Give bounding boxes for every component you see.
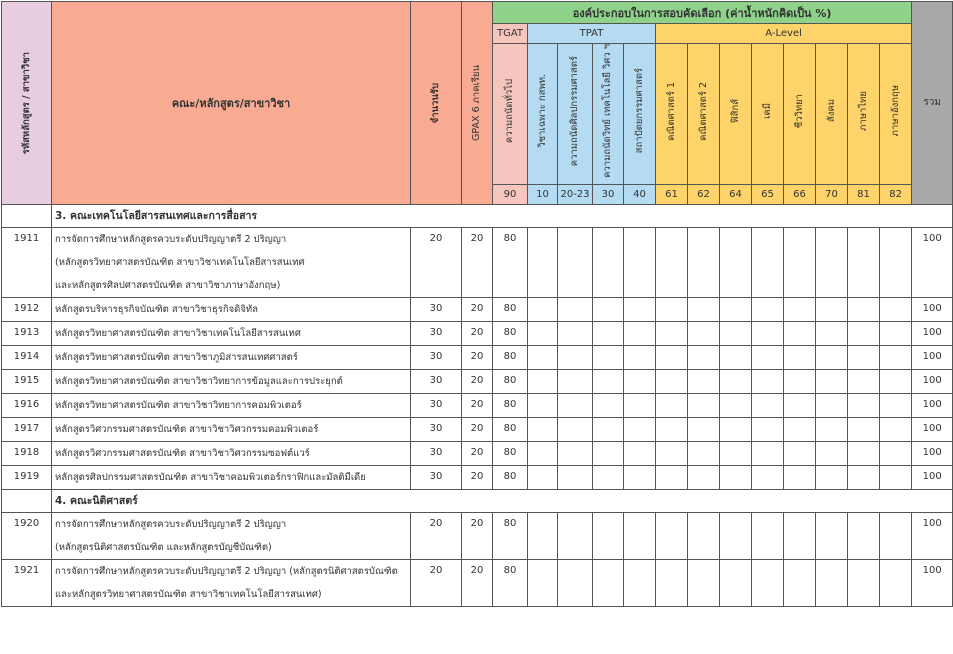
test-code-header: 70 xyxy=(816,184,848,204)
table-row xyxy=(2,297,953,321)
test-name-header: ความถนัดวิทย์ เทคโนโลยี วิศว ฯ xyxy=(593,44,624,185)
tgat-weight: 80 xyxy=(493,321,528,345)
weight-empty xyxy=(752,369,784,393)
weight-empty xyxy=(784,227,816,297)
weight-empty xyxy=(848,369,880,393)
program-name-line: หลักสูตรวิศวกรรมศาสตรบัณฑิต สาขาวิชาวิศวกรรมซอฟต์แวร์ xyxy=(55,447,310,459)
gpax-weight: 20 xyxy=(462,297,493,321)
weight-empty xyxy=(688,512,720,559)
program-code: 1915 xyxy=(2,369,52,393)
table-row xyxy=(2,345,953,369)
program-name xyxy=(52,512,411,559)
test-code-header: 66 xyxy=(784,184,816,204)
program-name xyxy=(52,321,411,345)
weight-empty xyxy=(752,512,784,559)
table-row xyxy=(2,369,953,393)
weight-empty xyxy=(558,417,593,441)
tgat-weight: 80 xyxy=(493,512,528,559)
weight-empty xyxy=(656,417,688,441)
gpax-weight: 20 xyxy=(462,441,493,465)
seats-value: 20 xyxy=(411,512,462,559)
weight-empty xyxy=(688,369,720,393)
weight-empty xyxy=(593,345,624,369)
weight-empty xyxy=(656,512,688,559)
weight-empty xyxy=(656,559,688,606)
weight-empty xyxy=(558,393,593,417)
group-alevel: A-Level xyxy=(656,24,912,44)
weight-empty xyxy=(752,297,784,321)
gpax-weight: 20 xyxy=(462,321,493,345)
weight-empty xyxy=(688,417,720,441)
weight-empty xyxy=(752,321,784,345)
weight-empty xyxy=(528,559,558,606)
weight-empty xyxy=(720,345,752,369)
total-value: 100 xyxy=(912,465,953,489)
weight-empty xyxy=(880,393,912,417)
weight-empty xyxy=(528,321,558,345)
program-name-line: หลักสูตรวิทยาศาสตรบัณฑิต สาขาวิชาวิทยาการคอมพิวเตอร์ xyxy=(55,399,302,411)
test-code-header: 82 xyxy=(880,184,912,204)
weight-empty xyxy=(593,369,624,393)
test-name-header: วิชาเฉพาะ กสพท. xyxy=(528,44,558,185)
weight-empty xyxy=(720,227,752,297)
weight-empty xyxy=(624,465,656,489)
seats-value: 30 xyxy=(411,369,462,393)
weight-empty xyxy=(624,227,656,297)
tgat-weight: 80 xyxy=(493,369,528,393)
weight-empty xyxy=(528,465,558,489)
gpax-weight: 20 xyxy=(462,465,493,489)
weight-empty xyxy=(880,345,912,369)
weight-empty xyxy=(528,393,558,417)
gpax-weight: 20 xyxy=(462,417,493,441)
weight-empty xyxy=(784,345,816,369)
section-title: 4. คณะนิติศาสตร์ xyxy=(52,489,953,512)
total-value: 100 xyxy=(912,559,953,606)
group-tpat: TPAT xyxy=(528,24,656,44)
test-name-header: ชีววิทยา xyxy=(784,44,816,185)
program-name xyxy=(52,297,411,321)
program-name-line: การจัดการศึกษาหลักสูตรควบระดับปริญญาตรี 2 ปริญญา (หลักสูตรนิติศาสตรบัณฑิต xyxy=(55,565,398,577)
program-name-line: การจัดการศึกษาหลักสูตรควบระดับปริญญาตรี 2 ปริญญา xyxy=(55,233,287,245)
program-code: 1917 xyxy=(2,417,52,441)
program-name xyxy=(52,441,411,465)
program-name-line: หลักสูตรบริหารธุรกิจบัณฑิต สาขาวิชาธุรกิจดิจิทัล xyxy=(55,303,258,315)
test-name-header: คณิตศาสตร์ 2 xyxy=(688,44,720,185)
weight-empty xyxy=(816,393,848,417)
total-value: 100 xyxy=(912,297,953,321)
weight-empty xyxy=(784,512,816,559)
test-code-header: 64 xyxy=(720,184,752,204)
weight-empty xyxy=(688,345,720,369)
test-name-header: ความถนัดศิลปกรรมศาสตร์ xyxy=(558,44,593,185)
tgat-weight: 80 xyxy=(493,393,528,417)
gpax-weight: 20 xyxy=(462,393,493,417)
section-code-empty xyxy=(2,489,52,512)
weight-empty xyxy=(558,465,593,489)
weight-empty xyxy=(880,512,912,559)
weight-empty xyxy=(624,321,656,345)
seats-value: 30 xyxy=(411,345,462,369)
weight-empty xyxy=(593,321,624,345)
weight-empty xyxy=(624,441,656,465)
test-name-header: ภาษาไทย xyxy=(848,44,880,185)
weight-empty xyxy=(784,369,816,393)
program-name-line: และหลักสูตรวิทยาศาสตรบัณฑิต สาขาวิชาเทคโนโลยีสารสนเทศ) xyxy=(55,588,322,600)
weight-empty xyxy=(784,321,816,345)
weight-empty xyxy=(848,321,880,345)
weight-empty xyxy=(816,227,848,297)
weight-empty xyxy=(528,369,558,393)
weight-empty xyxy=(816,321,848,345)
test-name-header: ฟิสิกส์ xyxy=(720,44,752,185)
weight-empty xyxy=(848,227,880,297)
test-code-header: 81 xyxy=(848,184,880,204)
weight-empty xyxy=(720,417,752,441)
tgat-weight: 80 xyxy=(493,297,528,321)
weight-empty xyxy=(688,227,720,297)
weight-empty xyxy=(784,393,816,417)
program-code: 1918 xyxy=(2,441,52,465)
weight-empty xyxy=(720,369,752,393)
table-row xyxy=(2,465,953,489)
weight-empty xyxy=(593,417,624,441)
weight-empty xyxy=(752,417,784,441)
weight-empty xyxy=(558,297,593,321)
weight-empty xyxy=(848,441,880,465)
weight-empty xyxy=(784,297,816,321)
weight-empty xyxy=(593,227,624,297)
weight-empty xyxy=(593,559,624,606)
weight-empty xyxy=(816,345,848,369)
weight-empty xyxy=(624,512,656,559)
weight-empty xyxy=(816,369,848,393)
weight-empty xyxy=(624,297,656,321)
weight-empty xyxy=(558,321,593,345)
weight-empty xyxy=(688,321,720,345)
test-name-header: คณิตศาสตร์ 1 xyxy=(656,44,688,185)
weight-empty xyxy=(558,559,593,606)
test-code-header: 61 xyxy=(656,184,688,204)
table-row xyxy=(2,227,953,297)
test-code-header: 62 xyxy=(688,184,720,204)
program-name xyxy=(52,345,411,369)
tgat-weight: 80 xyxy=(493,227,528,297)
weight-empty xyxy=(688,297,720,321)
total-value: 100 xyxy=(912,369,953,393)
weight-empty xyxy=(624,559,656,606)
weight-empty xyxy=(784,441,816,465)
weight-empty xyxy=(624,345,656,369)
weight-empty xyxy=(720,321,752,345)
weight-empty xyxy=(593,512,624,559)
weight-empty xyxy=(848,417,880,441)
total-value: 100 xyxy=(912,441,953,465)
program-name-line: หลักสูตรวิทยาศาสตรบัณฑิต สาขาวิชาภูมิสารสนเทศศาสตร์ xyxy=(55,351,298,363)
weight-empty xyxy=(848,393,880,417)
weight-empty xyxy=(848,512,880,559)
weight-empty xyxy=(593,393,624,417)
admission-table xyxy=(1,1,953,607)
weight-empty xyxy=(688,465,720,489)
seats-value: 20 xyxy=(411,559,462,606)
weight-empty xyxy=(880,321,912,345)
name-col-header: คณะ/หลักสูตร/สาขาวิชา xyxy=(52,2,411,205)
program-code: 1912 xyxy=(2,297,52,321)
weight-empty xyxy=(720,441,752,465)
weight-empty xyxy=(528,512,558,559)
section-code-empty xyxy=(2,204,52,227)
tgat-weight: 80 xyxy=(493,559,528,606)
weight-empty xyxy=(558,227,593,297)
test-code-header: 65 xyxy=(752,184,784,204)
program-name-line: หลักสูตรวิทยาศาสตรบัณฑิต สาขาวิชาวิทยาการข้อมูลและการประยุกต์ xyxy=(55,375,343,387)
test-name-header: สถาปัตยกรรมศาสตร์ xyxy=(624,44,656,185)
weight-empty xyxy=(784,465,816,489)
test-name-header: เคมี xyxy=(752,44,784,185)
group-tgat: TGAT xyxy=(493,24,528,44)
weight-empty xyxy=(656,441,688,465)
weight-empty xyxy=(688,393,720,417)
gpax-weight: 20 xyxy=(462,559,493,606)
table-row xyxy=(2,393,953,417)
table-row xyxy=(2,417,953,441)
weight-empty xyxy=(880,369,912,393)
weight-empty xyxy=(528,227,558,297)
gpax-weight: 20 xyxy=(462,345,493,369)
program-name xyxy=(52,559,411,606)
program-code: 1921 xyxy=(2,559,52,606)
program-code: 1920 xyxy=(2,512,52,559)
weight-empty xyxy=(880,465,912,489)
tgat-weight: 80 xyxy=(493,417,528,441)
weight-empty xyxy=(720,512,752,559)
test-code-header: 30 xyxy=(593,184,624,204)
table-row xyxy=(2,512,953,559)
test-name-header: ความถนัดทั่วไป xyxy=(493,44,528,185)
weight-empty xyxy=(816,441,848,465)
weight-empty xyxy=(752,441,784,465)
seats-value: 30 xyxy=(411,297,462,321)
test-code-header: 90 xyxy=(493,184,528,204)
weight-empty xyxy=(656,369,688,393)
total-value: 100 xyxy=(912,512,953,559)
table-row xyxy=(2,441,953,465)
program-name xyxy=(52,227,411,297)
seats-col-header: จำนวนรับ xyxy=(411,2,462,205)
total-value: 100 xyxy=(912,345,953,369)
test-name-header: ภาษาอังกฤษ xyxy=(880,44,912,185)
program-name-line: หลักสูตรศิลปกรรมศาสตรบัณฑิต สาขาวิชาคอมพิวเตอร์กราฟิกและมัลติมีเดีย xyxy=(55,471,366,483)
seats-value: 30 xyxy=(411,441,462,465)
weight-empty xyxy=(752,393,784,417)
weight-empty xyxy=(688,559,720,606)
weight-empty xyxy=(720,559,752,606)
weight-empty xyxy=(848,465,880,489)
weight-empty xyxy=(720,393,752,417)
program-code: 1914 xyxy=(2,345,52,369)
weight-empty xyxy=(784,559,816,606)
weight-empty xyxy=(880,227,912,297)
seats-value: 20 xyxy=(411,227,462,297)
weight-empty xyxy=(593,297,624,321)
total-value: 100 xyxy=(912,321,953,345)
weight-empty xyxy=(720,465,752,489)
test-code-header: 40 xyxy=(624,184,656,204)
program-code: 1916 xyxy=(2,393,52,417)
weight-empty xyxy=(688,441,720,465)
components-title: องค์ประกอบในการสอบคัดเลือก (ค่าน้ำหนักคิดเป็น %) xyxy=(493,2,912,24)
weight-empty xyxy=(656,345,688,369)
gpax-weight: 20 xyxy=(462,227,493,297)
weight-empty xyxy=(624,369,656,393)
weight-empty xyxy=(528,297,558,321)
weight-empty xyxy=(816,465,848,489)
program-name xyxy=(52,393,411,417)
weight-empty xyxy=(656,393,688,417)
weight-empty xyxy=(880,559,912,606)
weight-empty xyxy=(656,321,688,345)
weight-empty xyxy=(528,345,558,369)
seats-value: 30 xyxy=(411,321,462,345)
weight-empty xyxy=(528,441,558,465)
test-code-header: 10 xyxy=(528,184,558,204)
total-value: 100 xyxy=(912,417,953,441)
test-code-header: 20-23 xyxy=(558,184,593,204)
code-col-header: รหัสหลักสูตร / สาขาวิชา xyxy=(2,2,52,205)
program-code: 1911 xyxy=(2,227,52,297)
test-name-header: สังคม xyxy=(816,44,848,185)
weight-empty xyxy=(784,417,816,441)
weight-empty xyxy=(848,559,880,606)
weight-empty xyxy=(593,441,624,465)
weight-empty xyxy=(752,227,784,297)
program-code: 1919 xyxy=(2,465,52,489)
weight-empty xyxy=(558,369,593,393)
tgat-weight: 80 xyxy=(493,465,528,489)
weight-empty xyxy=(558,441,593,465)
table-row xyxy=(2,559,953,606)
program-name-line: การจัดการศึกษาหลักสูตรควบระดับปริญญาตรี 2 ปริญญา xyxy=(55,518,287,530)
program-code: 1913 xyxy=(2,321,52,345)
weight-empty xyxy=(752,345,784,369)
total-value: 100 xyxy=(912,227,953,297)
program-name-line: หลักสูตรวิศวกรรมศาสตรบัณฑิต สาขาวิชาวิศวกรรมคอมพิวเตอร์ xyxy=(55,423,319,435)
weight-empty xyxy=(720,297,752,321)
table-row xyxy=(2,321,953,345)
weight-empty xyxy=(624,417,656,441)
weight-empty xyxy=(848,297,880,321)
gpax-col-header: GPAX 6 ภาคเรียน xyxy=(462,2,493,205)
tgat-weight: 80 xyxy=(493,345,528,369)
weight-empty xyxy=(593,465,624,489)
program-name xyxy=(52,465,411,489)
weight-empty xyxy=(816,417,848,441)
seats-value: 30 xyxy=(411,393,462,417)
weight-empty xyxy=(752,465,784,489)
weight-empty xyxy=(656,465,688,489)
program-name-line: (หลักสูตรวิทยาศาสตรบัณฑิต สาขาวิชาเทคโนโลยีสารสนเทศ xyxy=(55,256,305,268)
weight-empty xyxy=(528,417,558,441)
seats-value: 30 xyxy=(411,465,462,489)
weight-empty xyxy=(848,345,880,369)
weight-empty xyxy=(880,441,912,465)
total-col-header: รวม xyxy=(912,2,953,205)
weight-empty xyxy=(558,345,593,369)
program-name xyxy=(52,417,411,441)
seats-value: 30 xyxy=(411,417,462,441)
weight-empty xyxy=(558,512,593,559)
weight-empty xyxy=(816,297,848,321)
tgat-weight: 80 xyxy=(493,441,528,465)
program-name-line: หลักสูตรวิทยาศาสตรบัณฑิต สาขาวิชาเทคโนโลยีสารสนเทศ xyxy=(55,327,301,339)
total-value: 100 xyxy=(912,393,953,417)
gpax-weight: 20 xyxy=(462,512,493,559)
program-name-line: และหลักสูตรศิลปศาสตรบัณฑิต สาขาวิชาภาษาอังกฤษ) xyxy=(55,279,281,291)
weight-empty xyxy=(656,297,688,321)
weight-empty xyxy=(656,227,688,297)
weight-empty xyxy=(880,417,912,441)
section-title: 3. คณะเทคโนโลยีสารสนเทศและการสื่อสาร xyxy=(52,204,953,227)
weight-empty xyxy=(624,393,656,417)
gpax-weight: 20 xyxy=(462,369,493,393)
section-row xyxy=(2,204,953,227)
program-name xyxy=(52,369,411,393)
weight-empty xyxy=(752,559,784,606)
program-name-line: (หลักสูตรนิติศาสตรบัณฑิต และหลักสูตรบัญชีบัณฑิต) xyxy=(55,541,272,553)
section-row xyxy=(2,489,953,512)
weight-empty xyxy=(816,559,848,606)
weight-empty xyxy=(816,512,848,559)
weight-empty xyxy=(880,297,912,321)
